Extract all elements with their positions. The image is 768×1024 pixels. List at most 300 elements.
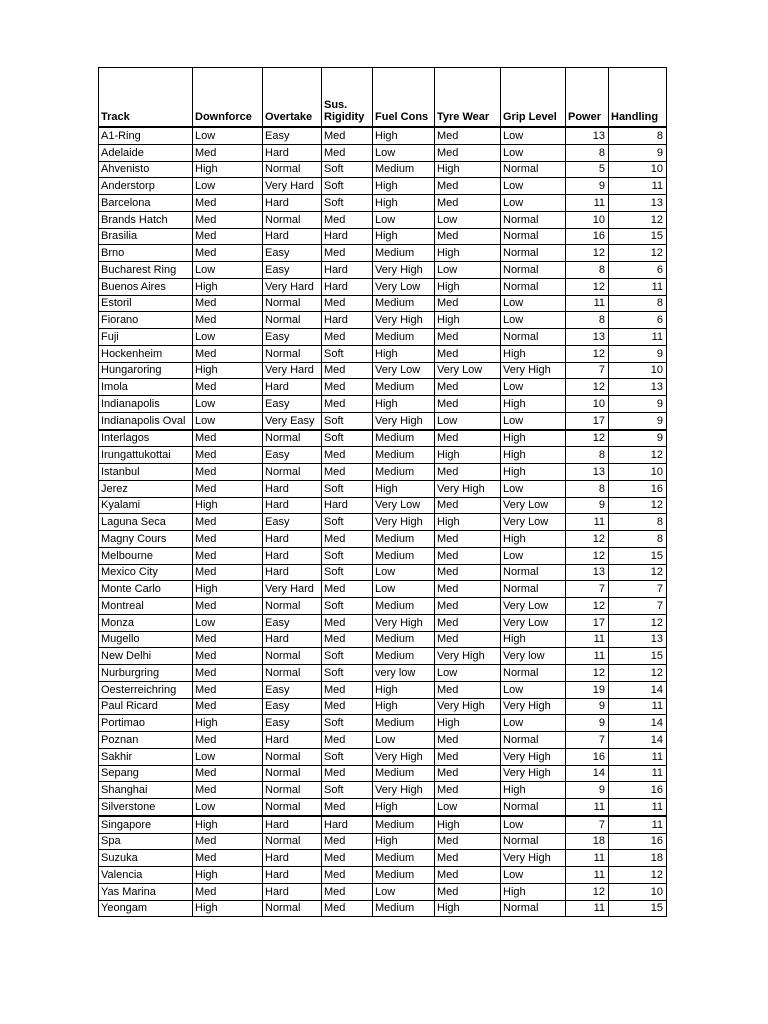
cell-overtake: Normal	[263, 782, 322, 799]
cell-sus-rigidity: Med	[322, 698, 373, 715]
table-row	[99, 564, 667, 581]
cell-downforce: Med	[193, 665, 263, 682]
cell-track: Suzuka	[99, 850, 193, 867]
cell-sus-rigidity: Med	[322, 850, 373, 867]
cell-power: 12	[566, 883, 609, 900]
cell-overtake: Very Hard	[263, 178, 322, 195]
cell-power: 8	[566, 144, 609, 161]
table-body	[99, 127, 667, 917]
cell-grip-level: Low	[501, 867, 566, 884]
cell-handling: 15	[609, 648, 667, 665]
cell-track: Sepang	[99, 765, 193, 782]
cell-downforce: Low	[193, 396, 263, 413]
cell-track: Indianapolis	[99, 396, 193, 413]
cell-track: Magny Cours	[99, 531, 193, 548]
cell-downforce: Med	[193, 648, 263, 665]
cell-grip-level: Very High	[501, 362, 566, 379]
table-row	[99, 329, 667, 346]
cell-overtake: Normal	[263, 748, 322, 765]
table-row	[99, 195, 667, 212]
cell-power: 7	[566, 732, 609, 749]
cell-fuel-cons: High	[373, 228, 435, 245]
cell-overtake: Hard	[263, 816, 322, 833]
cell-handling: 12	[609, 497, 667, 514]
cell-grip-level: Very Low	[501, 497, 566, 514]
table-row	[99, 211, 667, 228]
cell-track: Fuji	[99, 329, 193, 346]
cell-grip-level: Normal	[501, 732, 566, 749]
cell-track: Bucharest Ring	[99, 262, 193, 279]
table-row	[99, 262, 667, 279]
track-data-table	[98, 67, 667, 917]
cell-track: Singapore	[99, 816, 193, 833]
cell-power: 12	[566, 598, 609, 615]
cell-sus-rigidity: Hard	[322, 312, 373, 329]
table-header	[99, 68, 667, 128]
cell-grip-level: Normal	[501, 262, 566, 279]
cell-fuel-cons: Very High	[373, 412, 435, 429]
table-row	[99, 161, 667, 178]
cell-tyre-wear: Med	[435, 329, 501, 346]
cell-sus-rigidity: Med	[322, 362, 373, 379]
cell-grip-level: Low	[501, 379, 566, 396]
cell-tyre-wear: Low	[435, 211, 501, 228]
cell-fuel-cons: Very Low	[373, 497, 435, 514]
cell-track: Yeongam	[99, 900, 193, 917]
cell-track: Kyalami	[99, 497, 193, 514]
cell-tyre-wear: Med	[435, 598, 501, 615]
cell-overtake: Normal	[263, 295, 322, 312]
cell-track: Valencia	[99, 867, 193, 884]
cell-tyre-wear: Med	[435, 345, 501, 362]
cell-grip-level: Normal	[501, 799, 566, 816]
cell-track: Portimao	[99, 715, 193, 732]
cell-track: Ahvenisto	[99, 161, 193, 178]
cell-fuel-cons: High	[373, 195, 435, 212]
cell-track: Mexico City	[99, 564, 193, 581]
cell-sus-rigidity: Med	[322, 531, 373, 548]
cell-overtake: Easy	[263, 396, 322, 413]
cell-sus-rigidity: Med	[322, 732, 373, 749]
table-row	[99, 665, 667, 682]
cell-fuel-cons: High	[373, 480, 435, 497]
cell-downforce: Low	[193, 329, 263, 346]
cell-handling: 12	[609, 867, 667, 884]
cell-power: 12	[566, 379, 609, 396]
table-row	[99, 412, 667, 429]
cell-fuel-cons: Very High	[373, 748, 435, 765]
cell-grip-level: Normal	[501, 665, 566, 682]
cell-fuel-cons: Medium	[373, 547, 435, 564]
cell-fuel-cons: High	[373, 799, 435, 816]
cell-downforce: Med	[193, 464, 263, 481]
cell-sus-rigidity: Soft	[322, 598, 373, 615]
table-row	[99, 850, 667, 867]
cell-overtake: Hard	[263, 564, 322, 581]
cell-track: Mugello	[99, 631, 193, 648]
table-row	[99, 345, 667, 362]
cell-fuel-cons: High	[373, 698, 435, 715]
cell-sus-rigidity: Soft	[322, 665, 373, 682]
table-row	[99, 362, 667, 379]
cell-track: Anderstorp	[99, 178, 193, 195]
cell-fuel-cons: Medium	[373, 379, 435, 396]
cell-downforce: Med	[193, 681, 263, 698]
cell-downforce: Med	[193, 631, 263, 648]
cell-grip-level: Very Low	[501, 598, 566, 615]
cell-sus-rigidity: Med	[322, 379, 373, 396]
cell-handling: 9	[609, 345, 667, 362]
cell-tyre-wear: Med	[435, 531, 501, 548]
cell-power: 19	[566, 681, 609, 698]
cell-grip-level: Normal	[501, 581, 566, 598]
cell-track: Melbourne	[99, 547, 193, 564]
cell-overtake: Normal	[263, 312, 322, 329]
cell-grip-level: Low	[501, 547, 566, 564]
cell-handling: 13	[609, 379, 667, 396]
cell-tyre-wear: Low	[435, 412, 501, 429]
table-row	[99, 464, 667, 481]
cell-power: 12	[566, 278, 609, 295]
cell-fuel-cons: High	[373, 178, 435, 195]
cell-tyre-wear: High	[435, 514, 501, 531]
cell-handling: 9	[609, 144, 667, 161]
cell-power: 11	[566, 195, 609, 212]
cell-overtake: Hard	[263, 547, 322, 564]
cell-power: 11	[566, 514, 609, 531]
cell-power: 9	[566, 497, 609, 514]
cell-overtake: Hard	[263, 144, 322, 161]
table-row	[99, 681, 667, 698]
cell-power: 13	[566, 329, 609, 346]
cell-tyre-wear: Low	[435, 799, 501, 816]
cell-overtake: Very Hard	[263, 362, 322, 379]
cell-power: 17	[566, 614, 609, 631]
cell-handling: 9	[609, 412, 667, 429]
cell-downforce: Med	[193, 833, 263, 850]
cell-fuel-cons: Low	[373, 564, 435, 581]
cell-tyre-wear: Very High	[435, 648, 501, 665]
cell-track: Spa	[99, 833, 193, 850]
table-row	[99, 497, 667, 514]
cell-grip-level: Very High	[501, 765, 566, 782]
cell-overtake: Easy	[263, 245, 322, 262]
table-row	[99, 748, 667, 765]
cell-tyre-wear: Med	[435, 396, 501, 413]
cell-grip-level: Low	[501, 144, 566, 161]
header-sus-rigidity: Sus. Rigidity	[322, 68, 373, 128]
cell-grip-level: Normal	[501, 329, 566, 346]
cell-sus-rigidity: Med	[322, 900, 373, 917]
cell-downforce: Low	[193, 178, 263, 195]
cell-downforce: Med	[193, 295, 263, 312]
cell-handling: 9	[609, 396, 667, 413]
cell-sus-rigidity: Soft	[322, 564, 373, 581]
cell-tyre-wear: High	[435, 715, 501, 732]
cell-downforce: Med	[193, 345, 263, 362]
cell-fuel-cons: Medium	[373, 816, 435, 833]
cell-downforce: Med	[193, 782, 263, 799]
cell-tyre-wear: Low	[435, 262, 501, 279]
cell-grip-level: Low	[501, 816, 566, 833]
cell-grip-level: Low	[501, 127, 566, 144]
cell-tyre-wear: Med	[435, 833, 501, 850]
cell-fuel-cons: High	[373, 833, 435, 850]
cell-handling: 11	[609, 816, 667, 833]
table-row	[99, 531, 667, 548]
table-row	[99, 480, 667, 497]
table-row	[99, 295, 667, 312]
cell-tyre-wear: High	[435, 278, 501, 295]
table-row	[99, 278, 667, 295]
cell-overtake: Easy	[263, 329, 322, 346]
cell-power: 12	[566, 547, 609, 564]
table-row	[99, 816, 667, 833]
cell-tyre-wear: High	[435, 816, 501, 833]
cell-tyre-wear: Med	[435, 748, 501, 765]
cell-fuel-cons: High	[373, 396, 435, 413]
cell-track: Brands Hatch	[99, 211, 193, 228]
cell-downforce: Med	[193, 765, 263, 782]
cell-overtake: Normal	[263, 161, 322, 178]
table-row	[99, 581, 667, 598]
cell-track: Nurburgring	[99, 665, 193, 682]
cell-fuel-cons: Low	[373, 211, 435, 228]
header-handling: Handling	[609, 68, 667, 128]
cell-overtake: Normal	[263, 211, 322, 228]
cell-track: Barcelona	[99, 195, 193, 212]
cell-handling: 11	[609, 278, 667, 295]
cell-overtake: Normal	[263, 430, 322, 447]
cell-grip-level: Normal	[501, 245, 566, 262]
cell-handling: 10	[609, 362, 667, 379]
cell-sus-rigidity: Med	[322, 883, 373, 900]
cell-power: 5	[566, 161, 609, 178]
cell-tyre-wear: Med	[435, 228, 501, 245]
cell-tyre-wear: Med	[435, 681, 501, 698]
cell-power: 7	[566, 816, 609, 833]
header-fuel-cons: Fuel Cons	[373, 68, 435, 128]
cell-track: Estoril	[99, 295, 193, 312]
cell-tyre-wear: High	[435, 245, 501, 262]
table-row	[99, 833, 667, 850]
cell-power: 10	[566, 396, 609, 413]
cell-overtake: Normal	[263, 833, 322, 850]
cell-tyre-wear: Very Low	[435, 362, 501, 379]
cell-overtake: Hard	[263, 480, 322, 497]
table-row	[99, 379, 667, 396]
cell-fuel-cons: Medium	[373, 765, 435, 782]
cell-tyre-wear: Med	[435, 765, 501, 782]
cell-grip-level: High	[501, 464, 566, 481]
cell-grip-level: High	[501, 447, 566, 464]
cell-track: New Delhi	[99, 648, 193, 665]
cell-sus-rigidity: Hard	[322, 228, 373, 245]
cell-overtake: Easy	[263, 262, 322, 279]
cell-grip-level: High	[501, 531, 566, 548]
cell-power: 12	[566, 430, 609, 447]
cell-fuel-cons: Medium	[373, 598, 435, 615]
cell-sus-rigidity: Med	[322, 464, 373, 481]
cell-tyre-wear: Med	[435, 631, 501, 648]
cell-downforce: High	[193, 900, 263, 917]
header-downforce: Downforce	[193, 68, 263, 128]
table-row	[99, 598, 667, 615]
cell-downforce: High	[193, 581, 263, 598]
cell-power: 11	[566, 631, 609, 648]
cell-overtake: Normal	[263, 900, 322, 917]
header-overtake: Overtake	[263, 68, 322, 128]
cell-power: 11	[566, 867, 609, 884]
header-track: Track	[99, 68, 193, 128]
cell-overtake: Hard	[263, 883, 322, 900]
cell-power: 10	[566, 211, 609, 228]
cell-tyre-wear: Med	[435, 581, 501, 598]
cell-sus-rigidity: Hard	[322, 497, 373, 514]
cell-grip-level: Normal	[501, 161, 566, 178]
cell-downforce: Med	[193, 447, 263, 464]
cell-overtake: Normal	[263, 765, 322, 782]
cell-grip-level: Low	[501, 412, 566, 429]
cell-overtake: Hard	[263, 379, 322, 396]
cell-grip-level: Very High	[501, 850, 566, 867]
cell-track: Hockenheim	[99, 345, 193, 362]
cell-handling: 12	[609, 447, 667, 464]
cell-sus-rigidity: Soft	[322, 748, 373, 765]
cell-downforce: Med	[193, 564, 263, 581]
cell-sus-rigidity: Med	[322, 329, 373, 346]
cell-handling: 18	[609, 850, 667, 867]
cell-fuel-cons: very low	[373, 665, 435, 682]
table-row	[99, 228, 667, 245]
cell-fuel-cons: Very High	[373, 614, 435, 631]
cell-tyre-wear: Med	[435, 883, 501, 900]
cell-fuel-cons: Medium	[373, 430, 435, 447]
cell-power: 9	[566, 178, 609, 195]
cell-fuel-cons: Medium	[373, 900, 435, 917]
cell-handling: 12	[609, 245, 667, 262]
cell-grip-level: High	[501, 883, 566, 900]
cell-downforce: Med	[193, 430, 263, 447]
table-row	[99, 631, 667, 648]
cell-tyre-wear: Med	[435, 547, 501, 564]
cell-downforce: High	[193, 816, 263, 833]
cell-power: 9	[566, 715, 609, 732]
cell-handling: 12	[609, 614, 667, 631]
cell-handling: 8	[609, 127, 667, 144]
cell-fuel-cons: High	[373, 345, 435, 362]
cell-overtake: Hard	[263, 631, 322, 648]
cell-fuel-cons: High	[373, 127, 435, 144]
cell-grip-level: High	[501, 782, 566, 799]
cell-overtake: Hard	[263, 497, 322, 514]
cell-handling: 15	[609, 547, 667, 564]
cell-sus-rigidity: Soft	[322, 648, 373, 665]
cell-overtake: Very Easy	[263, 412, 322, 429]
cell-power: 14	[566, 765, 609, 782]
cell-tyre-wear: High	[435, 447, 501, 464]
cell-sus-rigidity: Soft	[322, 161, 373, 178]
cell-handling: 8	[609, 295, 667, 312]
table-row	[99, 867, 667, 884]
cell-grip-level: Low	[501, 295, 566, 312]
cell-sus-rigidity: Med	[322, 867, 373, 884]
cell-downforce: Med	[193, 480, 263, 497]
cell-downforce: Med	[193, 547, 263, 564]
cell-sus-rigidity: Med	[322, 799, 373, 816]
table-row	[99, 732, 667, 749]
cell-handling: 16	[609, 833, 667, 850]
cell-track: Buenos Aires	[99, 278, 193, 295]
cell-handling: 14	[609, 681, 667, 698]
cell-sus-rigidity: Med	[322, 614, 373, 631]
cell-power: 11	[566, 648, 609, 665]
cell-power: 9	[566, 782, 609, 799]
table-row	[99, 127, 667, 144]
cell-grip-level: High	[501, 430, 566, 447]
cell-fuel-cons: Very High	[373, 262, 435, 279]
table-row	[99, 648, 667, 665]
cell-downforce: Med	[193, 598, 263, 615]
cell-grip-level: High	[501, 345, 566, 362]
cell-handling: 13	[609, 195, 667, 212]
cell-tyre-wear: Med	[435, 464, 501, 481]
cell-power: 12	[566, 665, 609, 682]
cell-fuel-cons: Low	[373, 732, 435, 749]
cell-track: Paul Ricard	[99, 698, 193, 715]
cell-downforce: Med	[193, 228, 263, 245]
cell-sus-rigidity: Soft	[322, 782, 373, 799]
cell-track: Silverstone	[99, 799, 193, 816]
cell-grip-level: Low	[501, 312, 566, 329]
cell-overtake: Normal	[263, 665, 322, 682]
cell-downforce: Med	[193, 211, 263, 228]
table-row	[99, 312, 667, 329]
cell-tyre-wear: High	[435, 161, 501, 178]
cell-fuel-cons: Very High	[373, 312, 435, 329]
cell-handling: 7	[609, 581, 667, 598]
cell-fuel-cons: Low	[373, 581, 435, 598]
cell-sus-rigidity: Med	[322, 211, 373, 228]
header-row	[99, 68, 667, 128]
cell-overtake: Very Hard	[263, 581, 322, 598]
cell-sus-rigidity: Med	[322, 631, 373, 648]
table-row	[99, 245, 667, 262]
table-row	[99, 514, 667, 531]
cell-downforce: Med	[193, 245, 263, 262]
cell-overtake: Easy	[263, 127, 322, 144]
cell-fuel-cons: High	[373, 681, 435, 698]
cell-handling: 12	[609, 211, 667, 228]
cell-handling: 14	[609, 732, 667, 749]
table-row	[99, 765, 667, 782]
cell-handling: 10	[609, 883, 667, 900]
cell-downforce: Med	[193, 379, 263, 396]
cell-grip-level: Very Low	[501, 614, 566, 631]
cell-power: 7	[566, 581, 609, 598]
cell-downforce: Med	[193, 144, 263, 161]
cell-power: 17	[566, 412, 609, 429]
cell-sus-rigidity: Med	[322, 295, 373, 312]
cell-track: Brasilia	[99, 228, 193, 245]
cell-fuel-cons: Medium	[373, 531, 435, 548]
cell-fuel-cons: Medium	[373, 715, 435, 732]
cell-tyre-wear: Med	[435, 144, 501, 161]
cell-overtake: Hard	[263, 850, 322, 867]
cell-fuel-cons: Medium	[373, 329, 435, 346]
header-tyre-wear: Tyre Wear	[435, 68, 501, 128]
cell-tyre-wear: Med	[435, 782, 501, 799]
